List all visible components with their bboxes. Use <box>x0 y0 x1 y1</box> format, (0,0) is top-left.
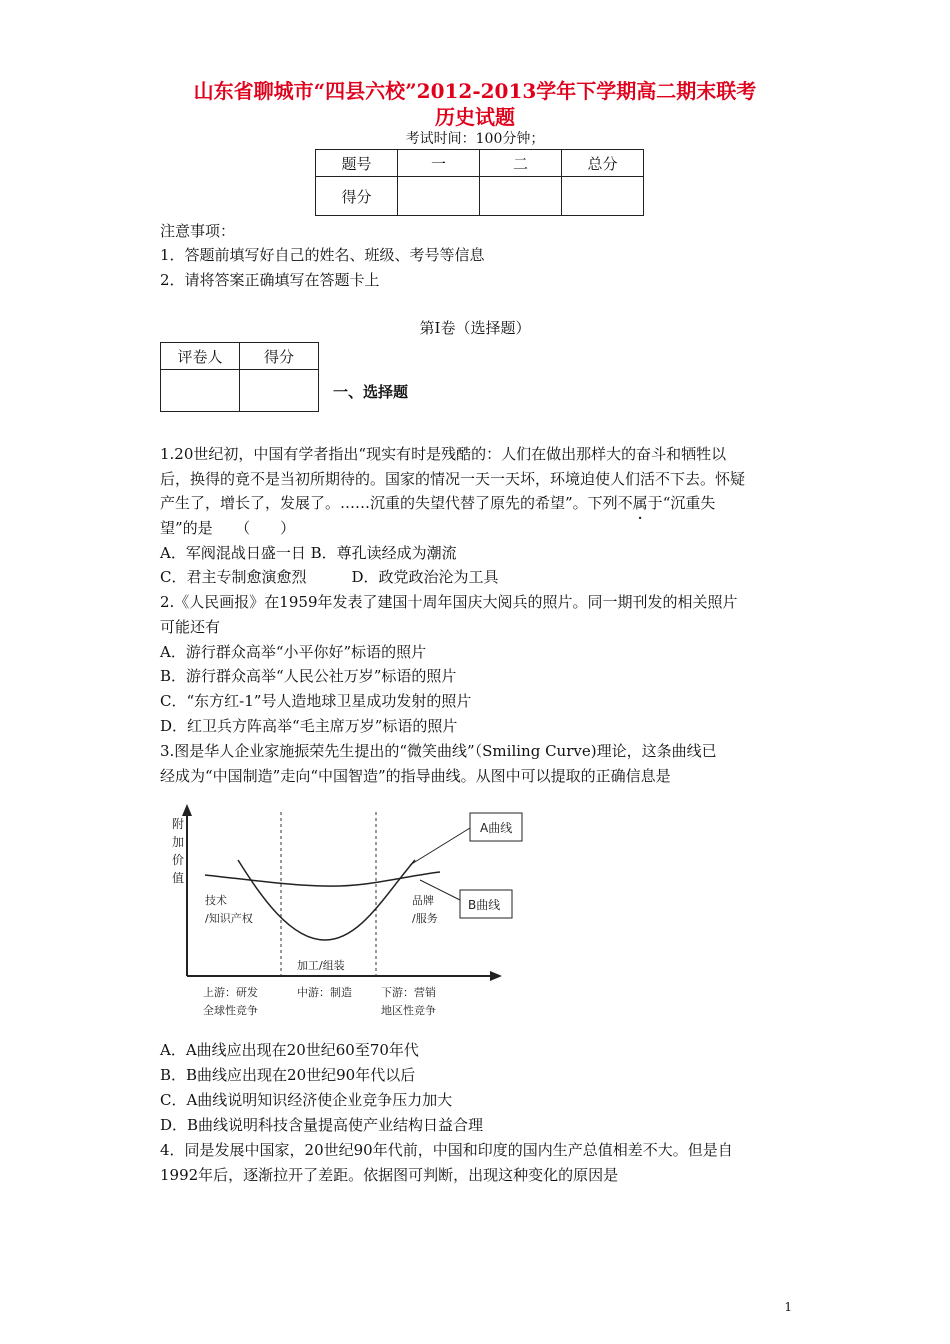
q2-option: D．红卫兵方阵高举“毛主席万岁”标语的照片 <box>160 717 458 735</box>
score-cell[interactable] <box>562 177 644 216</box>
x-label-upstream: 上游：研发 <box>203 986 258 999</box>
note-item: 1．答题前填写好自己的姓名、班级、考号等信息 <box>160 246 485 264</box>
grader-header: 得分 <box>240 343 319 370</box>
q1-line: 1.20世纪初，中国有学者指出“现实有时是残酷的：人们在做出那样大的奋斗和牺牲以 <box>160 445 727 463</box>
q1-line: 望”的是 （ ） <box>160 519 296 537</box>
note-item: 2．请将答案正确填写在答题卡上 <box>160 271 380 289</box>
y-axis-arrow <box>182 804 192 816</box>
grader-header: 评卷人 <box>161 343 240 370</box>
q3-line: 3.图是华人企业家施振荣先生提出的“微笑曲线”（Smiling Curve)理论，这条曲线已 <box>160 742 717 760</box>
score-row-label: 得分 <box>316 177 398 216</box>
page-number: 1 <box>784 1300 792 1314</box>
q3-option: A．A曲线应出现在20世纪60至70年代 <box>160 1041 419 1059</box>
y-axis-label-char: 价 <box>172 853 185 867</box>
x-label-midstream: 中游：制造 <box>297 986 352 999</box>
notes-heading: 注意事项： <box>160 222 236 240</box>
score-cell[interactable] <box>480 177 562 216</box>
center-region-label: 加工/组装 <box>297 959 345 972</box>
right-region-label: /服务 <box>412 912 438 925</box>
q2-line: 2.《人民画报》在1959年发表了建国十周年国庆大阅兵的照片。同一期刊发的相关照片 <box>160 593 738 611</box>
q4-line: 4．同是发展中国家，20世纪90年代前，中国和印度的国内生产总值相差不大。但是自 <box>160 1141 733 1159</box>
grader-cell[interactable] <box>161 370 240 412</box>
q3-line: 经成为“中国制造”走向“中国智造”的指导曲线。从图中可以提取的正确信息是 <box>160 767 671 785</box>
left-region-label: /知识产权 <box>205 912 253 925</box>
q1-emphasis: 不属于 <box>617 494 663 512</box>
q2-option: B．游行群众高举“人民公社万岁”标语的照片 <box>160 667 457 685</box>
q1-line-text: 产生了，增长了，发展了。……沉重的失望代替了原先的希望”。下列 <box>160 494 618 512</box>
right-region-label: 品牌 <box>412 894 434 907</box>
q2-line: 可能还有 <box>160 618 221 636</box>
callout-a-line <box>410 828 470 865</box>
left-region-label: 技术 <box>205 894 227 907</box>
section-heading: 一、选择题 <box>333 383 409 401</box>
score-cell[interactable] <box>398 177 480 216</box>
score-header: 二 <box>480 150 562 177</box>
q1-line <box>160 491 800 516</box>
grader-cell[interactable] <box>240 370 319 412</box>
curve-a <box>238 860 415 940</box>
q3-option: D．B曲线说明科技含量提高使产业结构日益合理 <box>160 1116 484 1134</box>
score-table <box>315 149 644 216</box>
curve-a-label: A曲线 <box>480 821 513 835</box>
volume-title: 第Ⅰ卷（选择题） <box>419 319 531 337</box>
document-title: 山东省聊城市“四县六校”2012-2013学年下学期高二期末联考 <box>193 79 757 103</box>
q2-option: A．游行群众高举“小平你好”标语的照片 <box>160 643 427 661</box>
score-header: 一 <box>398 150 480 177</box>
x-label-downstream: 地区性竞争 <box>381 1004 436 1017</box>
q3-option: B．B曲线应出现在20世纪90年代以后 <box>160 1066 416 1084</box>
y-axis-label-char: 加 <box>172 835 185 849</box>
y-axis-label-char: 附 <box>172 817 185 831</box>
q1-option: C．君主专制愈演愈烈 D．政党政治沦为工具 <box>160 568 499 586</box>
exam-time: 考试时间：100分钟； <box>405 131 545 147</box>
q2-option: C．“东方红-1”号人造地球卫星成功发射的照片 <box>160 692 472 710</box>
x-label-upstream: 全球性竞争 <box>203 1004 258 1017</box>
document-subtitle: 历史试题 <box>435 105 515 129</box>
x-label-downstream: 下游：营销 <box>381 986 436 999</box>
q1-option: A．军阀混战日盛一日 B．尊孔读经成为潮流 <box>160 544 457 562</box>
q1-line-tail: “沉重失 <box>662 494 716 512</box>
y-axis-label-char: 值 <box>172 871 185 885</box>
q3-option: C．A曲线说明知识经济使企业竞争压力加大 <box>160 1091 453 1109</box>
score-header: 题号 <box>316 150 398 177</box>
score-header: 总分 <box>562 150 644 177</box>
x-axis-arrow <box>490 971 502 981</box>
grader-table <box>160 342 319 412</box>
smiling-curve-figure <box>160 800 540 1022</box>
curve-b-label: B曲线 <box>468 898 501 912</box>
q1-line: 后，换得的竟不是当初所期待的。国家的情况一天一天坏，环境迫使人们活不下去。怀疑 <box>160 470 746 488</box>
q4-line: 1992年后，逐渐拉开了差距。依据图可判断，出现这种变化的原因是 <box>160 1166 619 1184</box>
curve-b <box>205 872 440 886</box>
